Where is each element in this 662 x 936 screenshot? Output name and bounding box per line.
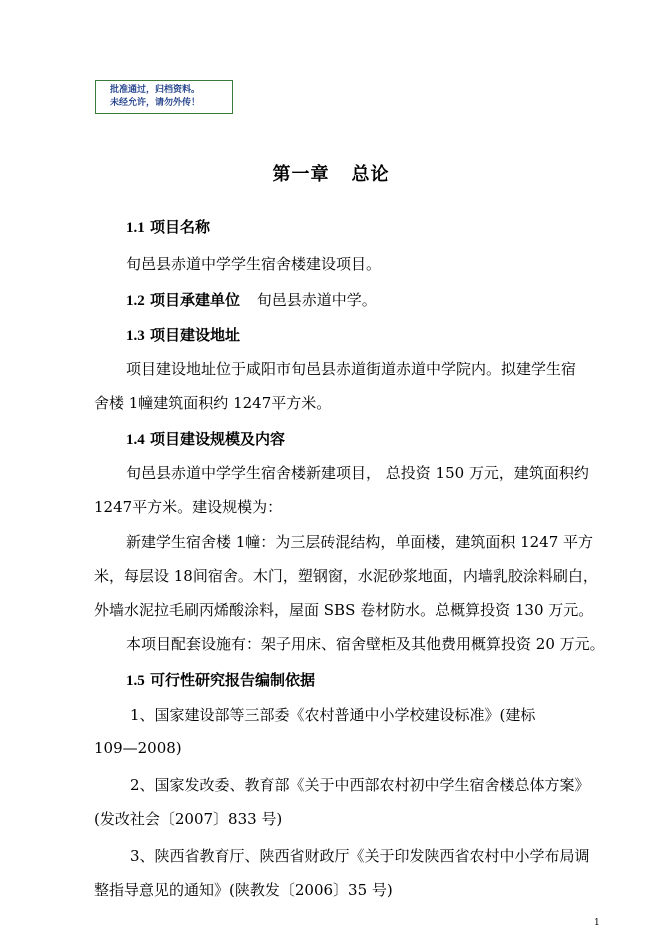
reference-3-line-2: 整指导意见的通知》(陕教发〔2006〕35 号) bbox=[94, 881, 393, 899]
heading-1-4-number: 1.4 bbox=[126, 432, 145, 448]
heading-1-3 bbox=[126, 324, 240, 345]
stamp-line-1: 批准通过，归档资料。 bbox=[110, 85, 201, 95]
page-number: 1 bbox=[594, 918, 600, 928]
heading-1-1 bbox=[126, 216, 210, 237]
reference-1-line-2: 109—2008) bbox=[94, 739, 182, 757]
site-text-line-1: 项目建设地址位于咸阳市旬邑县赤道街道赤道中学院内。拟建学生宿 bbox=[126, 360, 577, 378]
heading-1-1-number: 1.1 bbox=[126, 220, 145, 236]
scale-para-1-line-1: 旬邑县赤道中学学生宿舍楼新建项目， 总投资 150 万元，建筑面积约 bbox=[126, 464, 589, 482]
archive-stamp bbox=[95, 80, 233, 114]
project-name-text: 旬邑县赤道中学学生宿舍楼建设项目。 bbox=[126, 255, 382, 273]
heading-1-1-title: 项目名称 bbox=[149, 218, 210, 236]
heading-1-4 bbox=[126, 428, 285, 449]
reference-2-line-1: 2、国家发改委、教育部《关于中西部农村初中学生宿舍楼总体方案》 bbox=[130, 776, 590, 794]
reference-1-line-1: 1、国家建设部等三部委《农村普通中小学校建设标准》(建标 bbox=[130, 706, 536, 724]
heading-1-3-title: 项目建设地址 bbox=[149, 326, 240, 344]
heading-1-5 bbox=[126, 669, 315, 690]
chapter-number: 第一章 bbox=[272, 164, 330, 185]
heading-1-5-number: 1.5 bbox=[126, 673, 145, 689]
scale-para-3: 本项目配套设施有：架子用床、宿舍壁柜及其他费用概算投资 20 万元。 bbox=[126, 635, 605, 653]
contractor-value: 旬邑县赤道中学。 bbox=[256, 291, 377, 309]
heading-1-4-title: 项目建设规模及内容 bbox=[149, 430, 285, 448]
heading-1-2 bbox=[126, 289, 377, 310]
reference-3-line-1: 3、陕西省教育厅、陕西省财政厅《关于印发陕西省农村中小学布局调 bbox=[130, 847, 590, 865]
scale-para-1-line-2: 1247平方米。建设规模为： bbox=[94, 498, 283, 516]
stamp-line-2: 未经允许，请勿外传！ bbox=[110, 98, 201, 108]
heading-1-3-number: 1.3 bbox=[126, 328, 145, 344]
heading-1-5-title: 可行性研究报告编制依据 bbox=[149, 671, 315, 689]
chapter-title bbox=[0, 160, 662, 186]
heading-1-2-number: 1.2 bbox=[126, 293, 145, 309]
site-text-line-2: 舍楼 1幢建筑面积约 1247平方米。 bbox=[94, 394, 332, 412]
heading-1-2-title: 项目承建单位 bbox=[149, 291, 240, 309]
scale-para-2-line-1: 新建学生宿舍楼 1幢：为三层砖混结构，单面楼，建筑面积 1247 平方 bbox=[126, 533, 594, 551]
chapter-name: 总论 bbox=[351, 164, 390, 185]
reference-2-line-2: (发改社会〔2007〕833 号) bbox=[94, 810, 283, 828]
scale-para-2-line-3: 外墙水泥拉毛刷丙烯酸涂料，屋面 SBS 卷材防水。总概算投资 130 万元。 bbox=[94, 601, 594, 619]
scale-para-2-line-2: 米，每层设 18间宿舍。木门，塑钢窗，水泥砂浆地面，内墙乳胶涂料刷白， bbox=[94, 567, 598, 585]
